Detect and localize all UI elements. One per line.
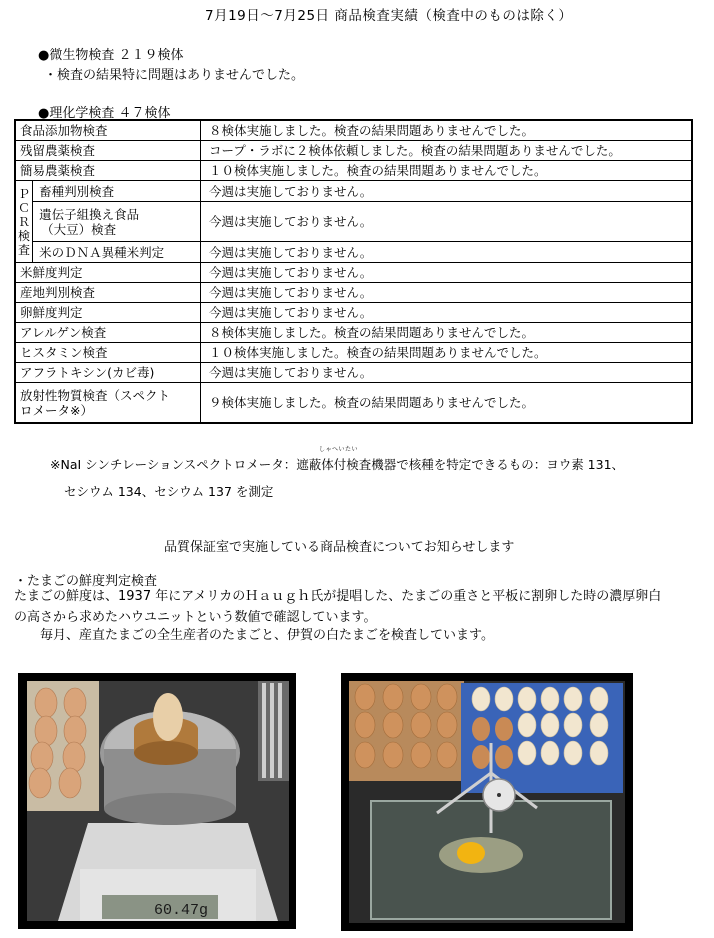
paragraph-line1: たまごの鮮度は、1937 年にアメリカのＨａｕｇｈ氏が提唱した、たまごの重さと平板に割卵した時の濃厚卵白 — [14, 589, 662, 604]
table-row — [15, 363, 692, 383]
test-result: ８検体実施しました。検査の結果問題ありませんでした。 — [201, 120, 693, 141]
test-result: １０検体実施しました。検査の結果問題ありませんでした。 — [201, 343, 693, 363]
table-row — [15, 263, 692, 283]
test-result: ９検体実施しました。検査の結果問題ありませんでした。 — [201, 383, 693, 424]
table-row — [15, 161, 692, 181]
table-row — [15, 383, 692, 424]
test-name-line1: 放射性物質検査（スペクト — [20, 387, 171, 403]
test-name-line2: ロメータ※） — [20, 402, 93, 418]
test-name: 畜種判別検査 — [33, 181, 201, 202]
test-result: ８検体実施しました。検査の結果問題ありませんでした。 — [201, 323, 693, 343]
table-row — [15, 202, 692, 242]
egg-scale-photo — [18, 673, 296, 929]
egg-freshness-photo — [341, 673, 633, 931]
test-name: 米のＤＮＡ異種米判定 — [33, 242, 201, 263]
paragraph-line2: の高さから求めたハウユニットという数値で確認しています。 — [14, 610, 377, 625]
test-name-line2: （大豆）検査 — [41, 221, 117, 237]
table-row — [15, 141, 692, 161]
test-result: 今週は実施しておりません。 — [201, 263, 693, 283]
test-result: コープ・ラボに２検体依頼しました。検査の結果問題ありませんでした。 — [201, 141, 693, 161]
paragraph-line3: 毎月、産直たまごの全生産者のたまごと、伊賀の白たまごを検査しています。 — [40, 628, 494, 643]
test-name: 残留農薬検査 — [15, 141, 201, 161]
test-result: 今週は実施しておりません。 — [201, 283, 693, 303]
physchem-heading: ●理化学検査 ４７検体 — [38, 106, 171, 121]
scale-display-reading: 60.47g — [153, 902, 208, 919]
test-name: 米鮮度判定 — [15, 263, 201, 283]
test-result: 今週は実施しておりません。 — [201, 181, 693, 202]
test-result: 今週は実施しておりません。 — [201, 303, 693, 323]
test-name-line1: 遺伝子組換え食品 — [39, 206, 140, 222]
footnote-line2: セシウム 134、セシウム 137 を測定 — [64, 484, 274, 499]
table-row — [15, 303, 692, 323]
section-heading: ・たまごの鮮度判定検査 — [14, 574, 158, 589]
table-row — [15, 283, 692, 303]
pcr-group-label: ＰＣＲ検査 — [15, 181, 33, 263]
inspection-table — [14, 119, 693, 424]
test-name: 卵鮮度判定 — [15, 303, 201, 323]
notice-title: 品質保証室で実施している商品検査についてお知らせします — [164, 540, 515, 555]
test-result: 今週は実施しておりません。 — [201, 363, 693, 383]
micro-result: ・検査の結果特に問題はありませんでした。 — [44, 68, 305, 83]
table-row — [15, 181, 692, 202]
test-name — [33, 202, 201, 242]
test-name: 簡易農薬検査 — [15, 161, 201, 181]
test-result: 今週は実施しておりません。 — [201, 242, 693, 263]
micro-heading: ●微生物検査 ２１９検体 — [38, 48, 184, 63]
page-title: 7月19日～7月25日 商品検査実績（検査中のものは除く） — [205, 8, 573, 24]
table-row — [15, 343, 692, 363]
test-name: アレルゲン検査 — [15, 323, 201, 343]
test-name — [15, 383, 201, 424]
test-name: アフラトキシン(カビ毒) — [15, 363, 201, 383]
table-row — [15, 323, 692, 343]
table-row — [15, 242, 692, 263]
footnote-line1: ※NaI シンチレーションスペクトロメータ：遮蔽体付検査機器で核種を特定できるもの：ヨウ素 131、 — [50, 457, 625, 472]
test-name: 産地判別検査 — [15, 283, 201, 303]
test-name: ヒスタミン検査 — [15, 343, 201, 363]
furigana-ruby: しゃへいたい — [319, 446, 359, 453]
test-result: 今週は実施しておりません。 — [201, 202, 693, 242]
test-name: 食品添加物検査 — [15, 120, 201, 141]
table-row — [15, 120, 692, 141]
test-result: １０検体実施しました。検査の結果問題ありませんでした。 — [201, 161, 693, 181]
